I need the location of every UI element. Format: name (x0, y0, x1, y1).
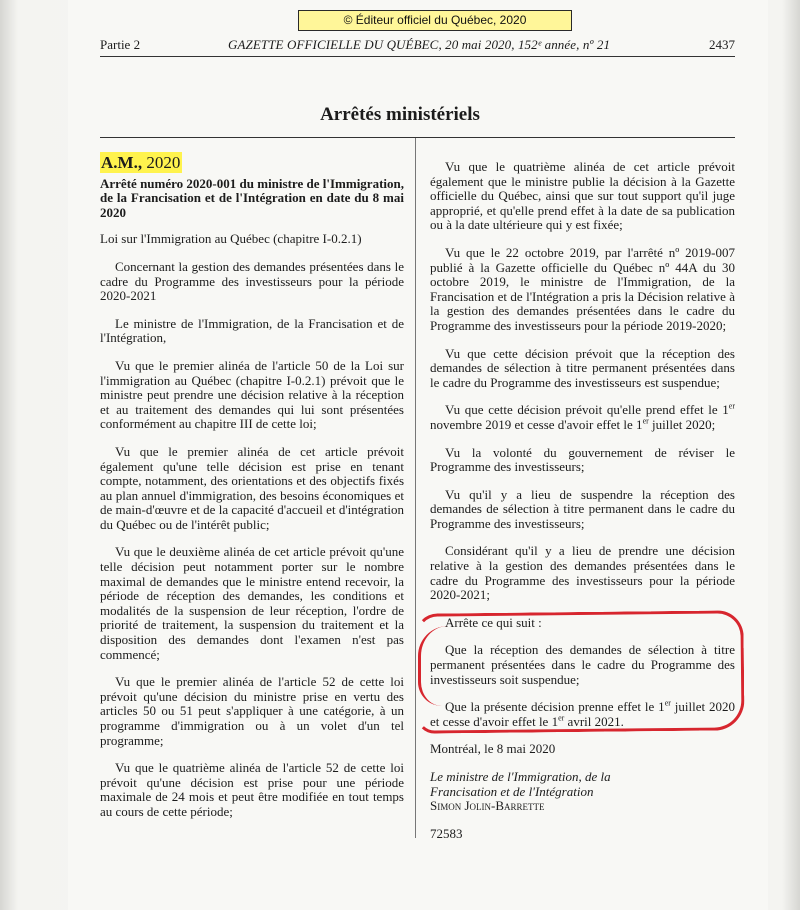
am-label: A.M., (101, 153, 143, 172)
running-head-part: Partie 2 (100, 37, 141, 52)
place-date: Montréal, le 8 mai 2020 (430, 741, 556, 757)
para-vu-11: Vu qu'il y a lieu de suspendre la réception des demandes de sélection à titre permanent dans le cadre du Programme des investisseurs; (430, 486, 735, 531)
vu9-part-b: novembre 2019 et cesse d'avoir effet le 1 (430, 416, 643, 432)
am-highlight (100, 152, 182, 173)
vu9-part-c: juillet 2020; (652, 416, 716, 432)
para-vu-8: Vu que cette décision prévoit que la réception des demandes de sélection à titre permanent présentées dans le cadre du Programme des investisseurs est suspendue; (430, 345, 735, 390)
running-head (100, 37, 735, 55)
para-vu-1: Vu que le premier alinéa de l'article 50 de la Loi sur l'immigration au Québec (chapitre I-0.2.1) prévoit que le ministre peut prendre une décision relative à la réception et au traitement des demandes qui lui sont présentées conformément au chapitre III de cette loi; (100, 357, 404, 432)
running-head-rule (100, 56, 735, 57)
right-column (430, 160, 735, 854)
column-divider (415, 138, 416, 838)
section-title: Arrêtés ministériels (320, 104, 480, 125)
para-vu-9 (430, 403, 735, 432)
page-number: 2437 (709, 37, 735, 52)
am-heading (100, 153, 404, 172)
document-number: 72583 (430, 825, 463, 841)
para-vu-2: Vu que le premier alinéa de cet article prévoit également qu'une telle décision est prise en tenant compte, notamment, des orientations et des objectifs fixés au plan annuel d'immigration, des besoins économiques et de main-d'œuvre et de la capacité d'accueil et d'intégration du Québec ou de l'intérêt public; (100, 443, 404, 532)
que2-part-b: juillet 2020 et cesse d'avoir effet le 1 (430, 699, 736, 729)
para-vu-4: Vu que le premier alinéa de l'article 52 de cette loi prévoit qu'une décision du ministre prise en vertu des articles 50 ou 51 peut s'appliquer à une catégorie, à un programme d'immigration ou à un volet d'un tel programme; (100, 674, 404, 748)
running-head-title: GAZETTE OFFICIELLE DU QUÉBEC, 20 mai 2020, 152ᵉ année, nº 21 (228, 37, 611, 52)
section-rule (100, 137, 735, 138)
que2-part-a: Que la présente décision prenne effet le 1 (445, 699, 665, 715)
am-year: 2020 (146, 153, 181, 172)
para-que-2 (430, 700, 735, 729)
vu9-part-a: Vu que cette décision prévoit qu'elle prend effet le 1 (445, 402, 729, 418)
para-concernant: Concernant la gestion des demandes présentées dans le cadre du Programme des investisseurs pour la période 2020-2021 (100, 258, 404, 304)
que2-part-c: avril 2021. (567, 713, 624, 729)
copyright-banner: © Éditeur officiel du Québec, 2020 (298, 10, 572, 31)
law-reference: Loi sur l'Immigration au Québec (chapitre I-0.2.1) (100, 231, 362, 247)
para-vu-5: Vu que le quatrième alinéa de l'article 52 de cette loi prévoit qu'une décision est prise pour une période maximale de 24 mois et peut être modifiée en tout temps au cours de cette période; (100, 760, 404, 819)
para-vu-10: Vu la volonté du gouvernement de réviser le Programme des investisseurs; (430, 444, 735, 475)
signature-title-1: Le ministre de l'Immigration, de la (430, 769, 611, 784)
superscript-er: er (664, 698, 671, 708)
signature-name: Simon Jolin-Barrette (430, 798, 545, 814)
para-considerant: Considérant qu'il y a lieu de prendre une décision relative à la gestion des demandes présentées dans le cadre du Programme des investisseurs pour la période 2020-2021; (430, 543, 735, 603)
signature-title-2: Francisation et de l'Intégration (430, 783, 594, 799)
para-ministre: Le ministre de l'Immigration, de la Francisation et de l'Intégration, (100, 315, 404, 346)
superscript-er: er (728, 401, 735, 411)
left-column (100, 153, 404, 833)
para-que-1: Que la réception des demandes de sélection à titre permanent présentées dans le cadre du Programme des investisseurs soit suspendue; (430, 642, 735, 687)
para-vu-6: Vu que le quatrième alinéa de cet article prévoit également que le ministre publie la décision à la Gazette officielle du Québec, ainsi que sur tout support qu'il juge approprié, et qu'elle prend effet à la date de sa publication ou à la date ultérieure qui y est fixée; (430, 159, 735, 233)
para-vu-7: Vu que le 22 octobre 2019, par l'arrêté nº 2019-007 publié à la Gazette officielle du Québec nº 44A du 30 octobre 2019, le ministre de l'Immigration, de la Francisation et de l'Intégration a pris la Décision relative à la gestion des demandes présentées dans le cadre du Programme des investisseurs pour la période 2019-2020; (430, 244, 735, 333)
para-arrete: Arrête ce qui suit : (445, 614, 542, 630)
para-vu-3: Vu que le deuxième alinéa de cet article prévoit qu'une telle décision peut notamment porter sur le nombre maximal de demandes que le ministre entend recevoir, la période de réception des demandes, les conditions et modalités de la suspension de leur réception, l'ordre de priorité de traitement, la suspension du traitement et la disposition des demandes dont l'examen n'est pas commencé; (100, 544, 404, 662)
decree-title: Arrêté numéro 2020-001 du ministre de l'Immigration, de la Francisation et de l'Intégration en date du 8 mai 2020 (100, 175, 404, 220)
superscript-er: er (558, 713, 565, 723)
superscript-er: er (642, 416, 649, 426)
